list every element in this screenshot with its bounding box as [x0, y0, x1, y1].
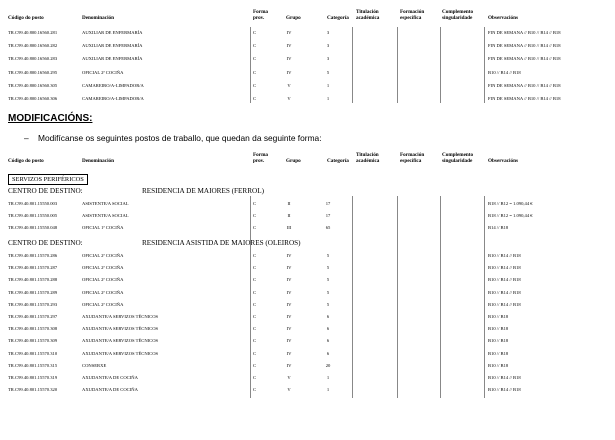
row-categoria: 1 — [326, 387, 330, 393]
row-observacions: B10 // B14 // B18 — [488, 265, 521, 271]
col-titulacion-1: Titulación — [356, 152, 379, 158]
centro-name: RESIDENCIA DE MAIORES (FERROL) — [142, 187, 264, 195]
row-code: TR.C99.40.801.15570.293 — [8, 301, 58, 307]
col-denominacion: Denominación — [82, 158, 114, 164]
row-denominacion: AXUDANTE/A SERVIZOS TÉCNICOS — [82, 326, 159, 332]
row-grupo: IV — [286, 30, 292, 35]
row-grupo: IV — [286, 362, 292, 368]
row-grupo: IV — [286, 338, 292, 344]
row-categoria: 5 — [326, 265, 330, 271]
col-codigo: Código do posto — [8, 158, 44, 164]
row-forma: C — [253, 289, 257, 295]
row-forma: C — [253, 43, 257, 49]
row-observacions: FIN DE SEMANA // B10 // B14 // B18 — [488, 96, 561, 101]
row-categoria: 6 — [326, 326, 330, 332]
row-forma: C — [253, 301, 257, 307]
row-observacions: B10 // B14 // B18 — [488, 375, 521, 380]
row-observacions: B10 // B14 // B18 — [488, 301, 521, 307]
row-code: TR.C99.40.801.15550.005 — [8, 213, 58, 218]
row-categoria: 65 — [325, 225, 331, 230]
column-divider — [484, 27, 485, 103]
row-code: TR.C99.40.801.15570.310 — [8, 350, 58, 356]
column-divider — [397, 196, 398, 398]
row-observacions: FIN DE SEMANA // B10 // B14 // B18 — [488, 43, 561, 49]
row-denominacion: CAMAREIRO/A-LIMPADOR/A — [82, 96, 144, 101]
row-code: TR.C99.40.801.15550.048 — [8, 225, 58, 230]
row-denominacion: OFICIAL 2ª COCIÑA — [82, 253, 124, 258]
row-observacions: B10 // B18 — [488, 350, 509, 356]
row-denominacion: AXUDANTE/A SERVIZOS TÉCNICOS — [82, 314, 159, 319]
row-observacions: FIN DE SEMANA // B10 // B14 // B18 — [488, 30, 561, 35]
row-observacions: FIN DE SEMANA // B10 // B14 // B18 — [488, 56, 561, 62]
row-code: TR.C99.40.801.15570.286 — [8, 253, 58, 258]
col-grupo: Grupo — [286, 158, 301, 164]
row-grupo: V — [287, 82, 291, 88]
row-code: TR.C99.40.801.15570.320 — [8, 387, 58, 393]
row-grupo: IV — [286, 56, 292, 62]
row-denominacion: AXUDANTE/A DE COCIÑA — [82, 375, 138, 380]
row-grupo: IV — [286, 301, 292, 307]
row-observacions: B10 // B14 // B18 — [488, 289, 521, 295]
row-forma: C — [253, 387, 257, 393]
modificacions-text: Modifícanse os seguintes postos de traballo, que quedan da seguinte forma: — [38, 133, 322, 143]
col-categoria: Categoría — [327, 15, 349, 21]
row-denominacion: AUXILIAR DE ENFERMARÍA — [82, 56, 143, 62]
row-code: TR.C99.40.801.15570.289 — [8, 289, 58, 295]
row-observacions: FIN DE SEMANA // B10 // B14 // B18 — [488, 82, 561, 88]
row-categoria: 5 — [326, 69, 330, 75]
col-formacion-1: Formación — [400, 152, 425, 158]
row-categoria: 5 — [326, 301, 330, 307]
col-formacion-2: específica — [400, 158, 422, 164]
row-denominacion: AXUDANTE/A SERVIZOS TÉCNICOS — [82, 350, 159, 356]
col-formacion-2: específica — [400, 15, 422, 21]
row-observacions: B14 // B18 — [488, 225, 509, 230]
row-denominacion: CAMAREIRO/A-LIMPADOR/A — [82, 82, 144, 88]
row-observacions: B10 // B14 // B18 — [488, 253, 521, 258]
row-categoria: 1 — [326, 375, 330, 380]
row-grupo: II — [287, 201, 291, 206]
modificacions-heading: MODIFICACIÓNS: — [8, 113, 93, 124]
centro-name: RESIDENCIA ASISTIDA DE MAIORES (OLEIROS) — [142, 239, 301, 247]
row-forma: C — [253, 375, 257, 380]
col-forma-2: prov. — [253, 15, 265, 21]
row-forma: C — [253, 362, 257, 368]
row-grupo: IV — [286, 326, 292, 332]
row-categoria: 6 — [326, 350, 330, 356]
centro-label: CENTRO DE DESTINO: — [8, 187, 83, 195]
col-complemento-2: singularidade — [442, 158, 473, 164]
row-forma: C — [253, 338, 257, 344]
column-divider — [440, 196, 441, 398]
row-forma: C — [253, 213, 257, 218]
row-grupo: IV — [286, 350, 292, 356]
row-observacions: B10 // B18 — [488, 326, 509, 332]
row-categoria: 3 — [326, 43, 330, 49]
row-denominacion: OFICIAL 2ª COCIÑA — [82, 265, 124, 271]
column-divider — [352, 27, 353, 103]
row-denominacion: ASISTENTE/A SOCIAL — [82, 201, 129, 206]
row-categoria: 1 — [326, 82, 330, 88]
column-divider — [397, 27, 398, 103]
row-categoria: 17 — [325, 213, 331, 218]
row-observacions: B10 // B14 // B18 — [488, 387, 521, 393]
column-divider — [352, 196, 353, 398]
col-grupo: Grupo — [286, 15, 301, 21]
row-forma: C — [253, 30, 257, 35]
col-titulacion-1: Titulación — [356, 9, 379, 15]
row-grupo: V — [287, 375, 291, 380]
row-code: TR.C99.40.800.16560.305 — [8, 82, 58, 88]
col-observacions: Observacións — [488, 158, 518, 164]
row-code: TR.C99.40.801.15550.003 — [8, 201, 58, 206]
row-observacions: B10 // B18 — [488, 362, 509, 368]
row-code: TR.C99.40.801.15570.297 — [8, 314, 58, 319]
row-code: TR.C99.40.800.16560.281 — [8, 30, 58, 35]
row-denominacion: OFICIAL 2ª COCIÑA — [82, 277, 124, 283]
row-forma: C — [253, 277, 257, 283]
row-categoria: 5 — [326, 253, 330, 258]
col-complemento-1: Complemento — [442, 152, 474, 158]
col-formacion-1: Formación — [400, 9, 425, 15]
row-grupo: II — [287, 213, 291, 218]
col-forma-1: Forma — [253, 9, 268, 15]
column-divider — [440, 27, 441, 103]
row-forma: C — [253, 265, 257, 271]
row-denominacion: AXUDANTE/A DE COCIÑA — [82, 387, 138, 393]
row-forma: C — [253, 253, 257, 258]
row-grupo: IV — [286, 69, 292, 75]
row-denominacion: CONSERXE — [82, 362, 107, 368]
row-code: TR.C99.40.801.15570.315 — [8, 362, 58, 368]
row-forma: C — [253, 350, 257, 356]
row-code: TR.C99.40.800.16560.306 — [8, 96, 58, 101]
centro-label: CENTRO DE DESTINO: — [8, 239, 83, 247]
row-code: TR.C99.40.801.15570.319 — [8, 375, 58, 380]
row-forma: C — [253, 314, 257, 319]
row-denominacion: OFICIAL 2ª COCIÑA — [82, 289, 124, 295]
centro-heading — [8, 187, 264, 195]
col-forma-2: prov. — [253, 158, 265, 164]
row-grupo: V — [287, 387, 291, 393]
row-categoria: 3 — [326, 56, 330, 62]
row-denominacion: AXUDANTE/A SERVIZOS TÉCNICOS — [82, 338, 159, 344]
row-grupo: IV — [286, 277, 292, 283]
row-grupo: IV — [286, 289, 292, 295]
col-forma-1: Forma — [253, 152, 268, 158]
row-code: TR.C99.40.800.16560.283 — [8, 56, 58, 62]
row-forma: C — [253, 326, 257, 332]
dash-bullet: – — [24, 133, 29, 143]
row-code: TR.C99.40.801.15570.309 — [8, 338, 58, 344]
row-categoria: 20 — [325, 362, 331, 368]
row-categoria: 1 — [326, 96, 330, 101]
row-observacions: B18 // B12 = 1.090,44 € — [488, 213, 533, 218]
col-categoria: Categoría — [327, 158, 349, 164]
col-denominacion: Denominación — [82, 15, 114, 21]
row-grupo: IV — [286, 314, 292, 319]
col-codigo: Código do posto — [8, 15, 44, 21]
row-grupo: IV — [286, 253, 292, 258]
row-denominacion: AUXILIAR DE ENFERMARÍA — [82, 30, 143, 35]
row-forma: C — [253, 69, 257, 75]
row-observacions: B10 // B18 — [488, 338, 509, 344]
row-grupo: V — [287, 96, 291, 101]
col-complemento-1: Complemento — [442, 9, 474, 15]
row-categoria: 3 — [326, 30, 330, 35]
row-code: TR.C99.40.801.15570.287 — [8, 265, 58, 271]
row-denominacion: AUXILIAR DE ENFERMARÍA — [82, 43, 143, 49]
row-categoria: 6 — [326, 314, 330, 319]
row-code: TR.C99.40.800.16560.282 — [8, 43, 58, 49]
row-forma: C — [253, 96, 257, 101]
row-forma: C — [253, 82, 257, 88]
modificacions-description — [24, 133, 322, 143]
row-categoria: 5 — [326, 289, 330, 295]
row-denominacion: ASISTENTE/A SOCIAL — [82, 213, 129, 218]
row-grupo: III — [286, 225, 292, 230]
row-denominacion: OFICIAL 2ª COCIÑA — [82, 301, 124, 307]
col-titulacion-2: académica — [356, 15, 380, 21]
row-grupo: IV — [286, 43, 292, 49]
row-forma: C — [253, 225, 257, 230]
row-observacions: B18 // B12 = 1.090,44 € — [488, 201, 533, 206]
col-observacions: Observacións — [488, 15, 518, 21]
row-observacions: B10 // B14 // B18 — [488, 277, 521, 283]
row-code: TR.C99.40.801.15570.308 — [8, 326, 58, 332]
row-categoria: 6 — [326, 338, 330, 344]
row-denominacion: OFICIAL 2ª COCIÑA — [82, 69, 124, 75]
section-label: SERVIZOS PERIFÉRICOS — [8, 174, 88, 185]
column-divider — [484, 196, 485, 398]
row-observacions: B10 // B18 — [488, 314, 509, 319]
column-divider — [250, 27, 251, 103]
row-code: TR.C99.40.801.15570.288 — [8, 277, 58, 283]
row-forma: C — [253, 201, 257, 206]
row-grupo: IV — [286, 265, 292, 271]
row-observacions: B10 // B14 // B18 — [488, 69, 521, 75]
row-code: TR.C99.40.800.16560.295 — [8, 69, 58, 75]
centro-heading — [8, 239, 301, 247]
col-complemento-2: singularidade — [442, 15, 473, 21]
column-divider — [250, 196, 251, 398]
row-forma: C — [253, 56, 257, 62]
col-titulacion-2: académica — [356, 158, 380, 164]
row-categoria: 17 — [325, 201, 331, 206]
row-categoria: 5 — [326, 277, 330, 283]
row-denominacion: OFICIAL 1ª COCIÑA — [82, 225, 124, 230]
